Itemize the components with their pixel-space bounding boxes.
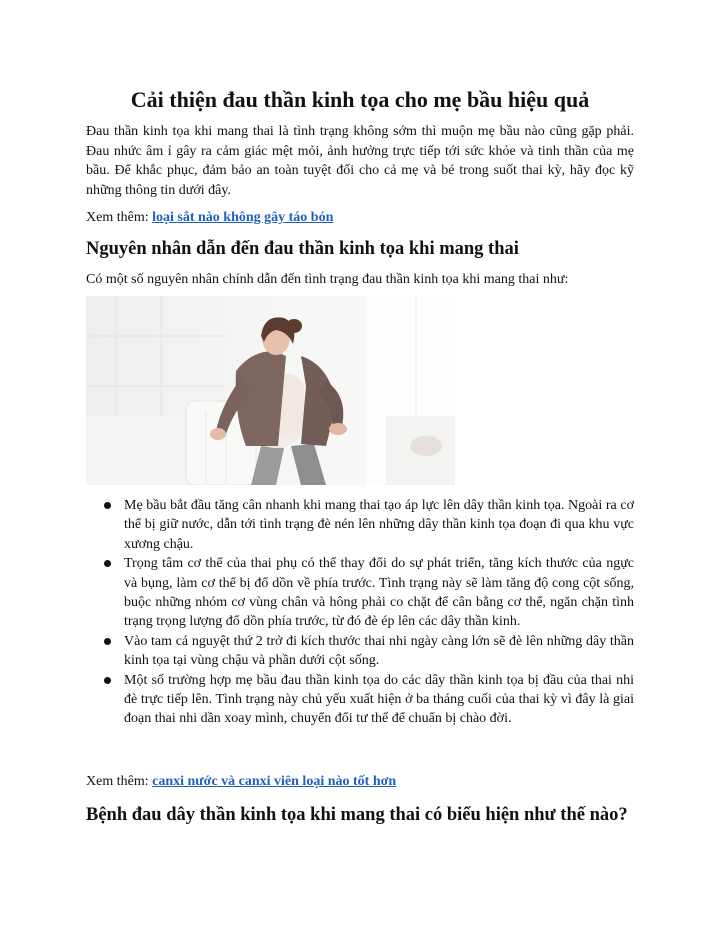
intro-paragraph: Đau thần kinh tọa khi mang thai là tình trạng không sớm thì muộn mẹ bầu nào cũng gặp phải. Đau nhức âm ỉ gây ra cảm giác mệt mỏi, ảnh hưởng trực tiếp tới sức khỏe và tinh thần của mẹ bầu. Để khắc phục, đảm bảo an toàn tuyệt đối cho cả mẹ và bé trong suốt thai kỳ, hãy đọc kỹ những thông tin dưới đây.	[86, 124, 634, 198]
bullet-icon	[104, 638, 111, 645]
see-more-label: Xem thêm:	[86, 210, 153, 225]
list-item	[86, 496, 634, 554]
list-item	[86, 554, 634, 632]
section-heading-symptoms: Bệnh đau dây thần kinh tọa khi mang thai có biểu hiện như thế nào?	[86, 805, 628, 825]
pregnant-woman-photo	[86, 296, 455, 485]
see-more-2	[86, 772, 396, 791]
section-heading-causes: Nguyên nhân dẫn đến đau thần kinh tọa khi mang thai	[86, 239, 519, 259]
list-item-text: Vào tam cá nguyệt thứ 2 trở đi kích thước thai nhi ngày càng lớn sẽ đè lên những dây thần kinh tọa tại vùng chậu và phần dưới cột sống.	[124, 633, 634, 669]
list-item-text: Mẹ bầu bắt đầu tăng cân nhanh khi mang thai tạo áp lực lên dây thần kinh tọa. Ngoài ra cơ thể bị giữ nước, dẫn tới tình trạng đè nén lên những dây thần kinh tọa đoạn đi qua khu vực xương chậu.	[124, 498, 634, 552]
bullet-icon	[104, 502, 111, 509]
causes-lead: Có một số nguyên nhân chính dẫn đến tình trạng đau thần kinh tọa khi mang thai như:	[86, 272, 569, 287]
list-item-text: Một số trường hợp mẹ bầu đau thần kinh tọa do các dây thần kinh tọa bị đầu của thai nhi đè trực tiếp lên. Tình trạng này chủ yếu xuất hiện ở ba tháng cuối của thai kỳ vì đây là giai đoạn thai nhi dần xoay mình, chuyển đổi tư thế để chuẩn bị chào đời.	[124, 672, 634, 727]
list-item	[86, 632, 634, 671]
bullet-icon	[104, 677, 111, 684]
see-more-label: Xem thêm:	[86, 774, 153, 789]
bullet-icon	[104, 560, 111, 567]
see-more-link-2[interactable]: canxi nước và canxi viên loại nào tốt hơn	[152, 774, 397, 789]
see-more-link-1[interactable]: loại sắt nào không gây táo bón	[152, 210, 334, 225]
list-item-text: Trọng tâm cơ thể của thai phụ có thể thay đổi do sự phát triển, tăng kích thước của ngực và bụng, làm cơ thể bị đổ dồn về phía trước. Tình trạng này sẽ làm tăng độ cong cột sống, buộc những nhóm cơ vùng chân và hông phải co chặt để cân bằng cơ thể, ngăn chặn tình trạng trọng lượng đổ dồn phía trước, từ đó đè ép lên các dây thần kinh.	[124, 556, 634, 630]
see-more-1	[86, 208, 333, 227]
page-title: Cải thiện đau thần kinh tọa cho mẹ bầu hiệu quả	[130, 87, 590, 112]
causes-list	[86, 496, 634, 729]
list-item	[86, 671, 634, 729]
